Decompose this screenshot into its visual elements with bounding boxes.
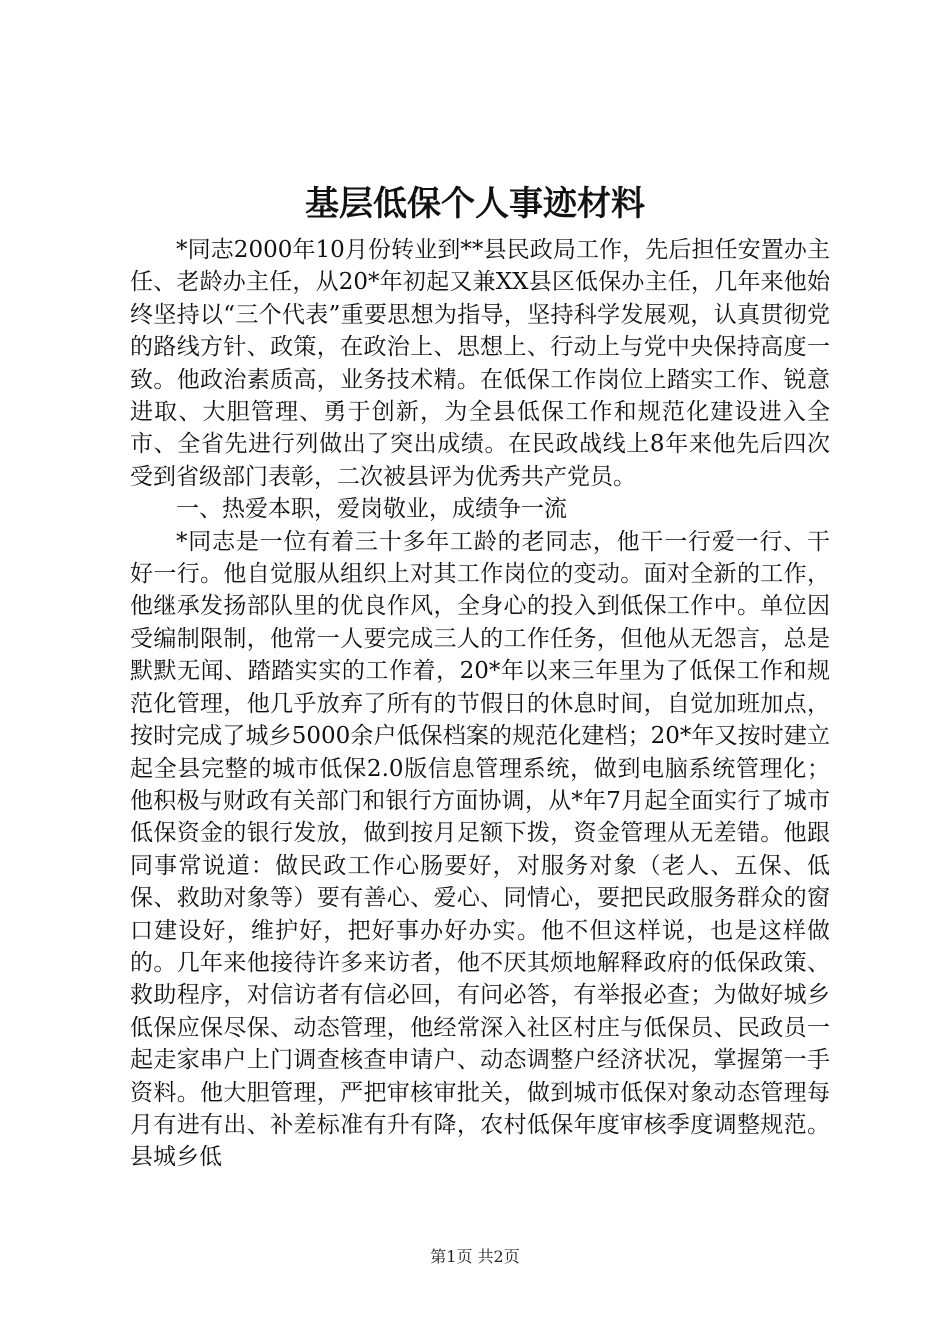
paragraph-section-one: *同志是一位有着三十多年工龄的老同志，他干一行爱一行、干好一行。他自觉服从组织上对其工作岗位的变动。面对全新的工作，他继承发扬部队里的优良作风，全身心的投入到低保工作中。单位因受编制限制，他常一人要完成三人的工作任务，但他从无怨言，总是默默无闻、踏踏实实的工作着，20*年以来三年里为了低保工作和规范化管理，他几乎放弃了所有的节假日的休息时间，自觉加班加点，按时完成了城乡5000余户低保档案的规范化建档；20*年又按时建立起全县完整的城市低保2.0版信息管理系统，做到电脑系统管理化；他积极与财政有关部门和银行方面协调，从*年7月起全面实行了城市低保资金的银行发放，做到按月足额下拨，资金管理从无差错。他跟同事常说道：做民政工作心肠要好，对服务对象（老人、五保、低保、救助对象等）要有善心、爱心、同情心，要把民政服务群众的窗口建设好，维护好，把好事办好办实。他不但这样说，也是这样做的。几年来他接待许多来访者，他不厌其烦地解释政府的低保政策、救助程序，对信访者有信必回，有问必答，有举报必查；为做好城乡低保应保尽保、动态管理，他经常深入社区村庄与低保员、民政员一起走家串户上门调查核查申请户、动态调整户经济状况，掌握第一手资料。他大胆管理，严把审核审批关，做到城市低保对象动态管理每月有进有出、补差标准有升有降，农村低保年度审核季度调整规范。县城乡低 <box>130 528 830 1171</box>
page-number-footer: 第1页 共2页 <box>430 1247 520 1266</box>
document-title: 基层低保个人事迹材料 <box>305 184 645 224</box>
document-body <box>130 234 830 1174</box>
paragraph-intro: *同志2000年10月份转业到**县民政局工作，先后担任安置办主任、老龄办主任，从20*年初起又兼XX县区低保办主任，几年来他始终坚持以“三个代表”重要思想为指导，坚持科学发展观，认真贯彻党的路线方针、政策，在政治上、思想上、行动上与党中央保持高度一致。他政治素质高，业务技术精。在低保工作岗位上踏实工作、锐意进取、大胆管理、勇于创新，为全县低保工作和规范化建设进入全市、全省先进行列做出了突出成绩。在民政战线上8年来他先后四次受到省级部门表彰，二次被县评为优秀共产党员。 <box>130 237 830 490</box>
section-heading: 一、热爱本职，爱岗敬业，成绩争一流 <box>176 496 567 523</box>
